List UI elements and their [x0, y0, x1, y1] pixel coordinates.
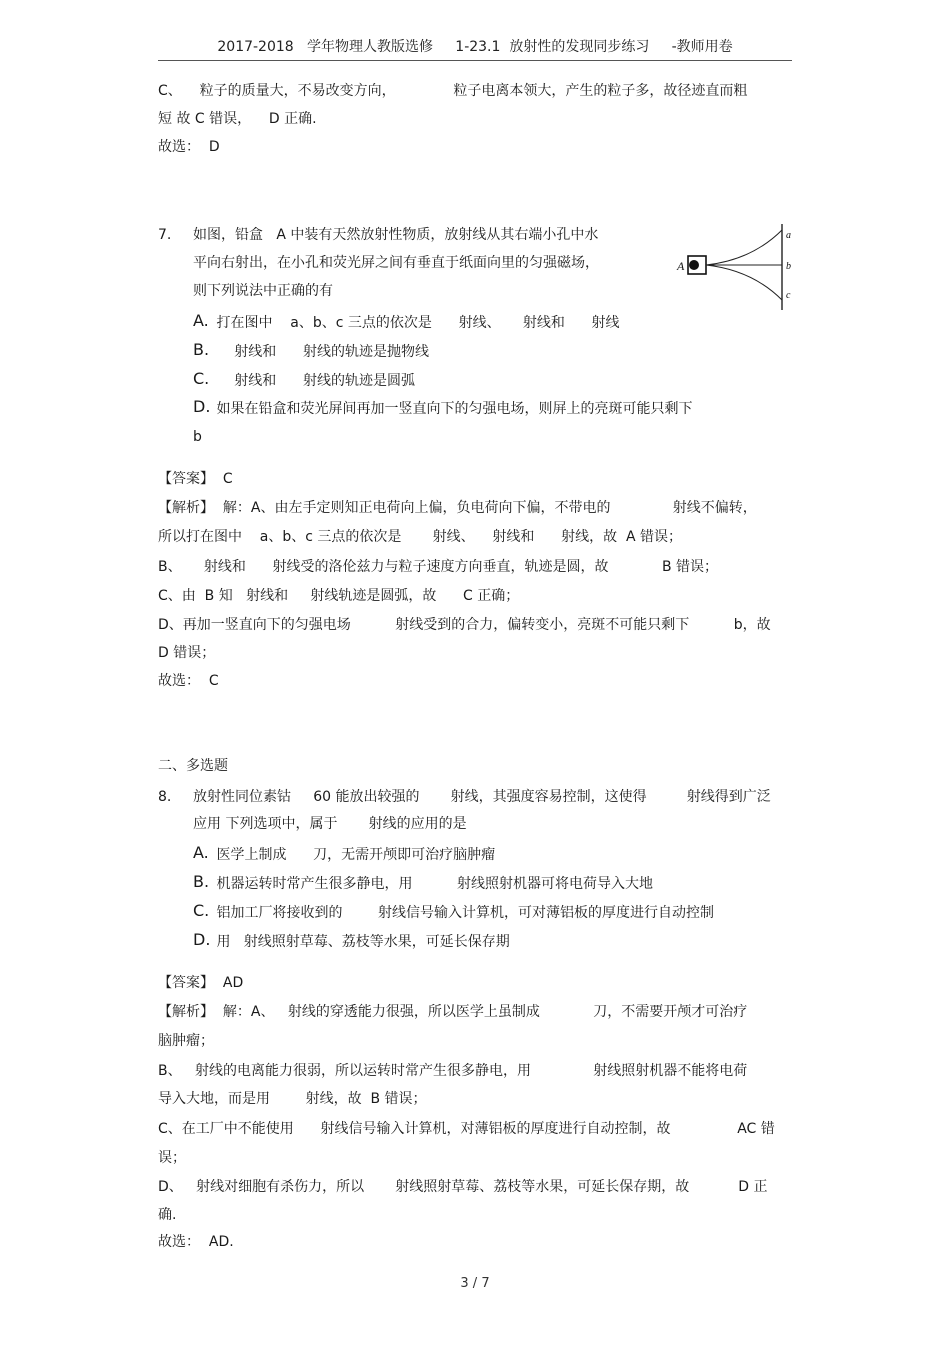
q7-option-c-letter: C.: [193, 369, 210, 388]
q8-option-a: 医学上制成 刀，无需开颅即可治疗脑肿瘤: [212, 847, 496, 863]
q8-answer: 【答案】 AD: [158, 975, 244, 991]
q7-answer: 【答案】 C: [158, 471, 233, 487]
q8-option-b-letter: B.: [193, 872, 210, 891]
q8-analysis-line: 脑肿瘤；: [158, 1033, 214, 1049]
choose-line: 故选： D: [158, 139, 220, 155]
q7-option-a: 打在图中 a、b、c 三点的依次是 射线、 射线和 射线: [212, 315, 620, 331]
ray-c: [706, 265, 782, 300]
header-rule: [158, 60, 792, 61]
q7-analysis-line: C、由 B 知 射线和 射线轨迹是圆弧，故 C 正确；: [158, 588, 520, 604]
q8-option-c: 铝加工厂将接收到的 射线信号输入计算机，可对薄铝板的厚度进行自动控制: [212, 905, 715, 921]
q7-stem: 则下列说法中正确的有: [193, 283, 333, 299]
ray-a: [706, 230, 782, 265]
q8-analysis-line: 误；: [158, 1150, 186, 1166]
analysis-line: C、 粒子的质量大，不易改变方向， 粒子电离本领大，产生的粒子多，故径迹直而粗: [158, 83, 748, 99]
q8-option-a-letter: A.: [193, 843, 209, 862]
section-title: 二、多选题: [158, 758, 228, 774]
q8-analysis-line: 【解析】 解：A、 射线的穿透能力很强，所以医学上虽制成 刀，不需要开颅才可治疗: [158, 1004, 748, 1020]
q8-analysis-line: D、 射线对细胞有杀伤力，所以 射线照射草莓、荔枝等水果，可延长保存期，故 D 正: [158, 1179, 768, 1195]
q8-analysis-line: B、 射线的电离能力很弱，所以运转时常产生很多静电，用 射线照射机器不能将电荷: [158, 1063, 748, 1079]
q7-option-b: 射线和 射线的轨迹是抛物线: [212, 344, 429, 360]
analysis-line: 短 故 C 错误， D 正确.: [158, 111, 317, 127]
q8-number: 8.: [158, 789, 172, 805]
q8-analysis-line: C、在工厂中不能使用 射线信号输入计算机，对薄铝板的厚度进行自动控制，故 AC 错: [158, 1121, 775, 1137]
q7-figure: [672, 220, 802, 316]
q7-option-a-letter: A.: [193, 311, 209, 330]
label-a: a: [786, 230, 791, 241]
q7-option-c: 射线和 射线的轨迹是圆弧: [212, 373, 415, 389]
q7-analysis-line: B、 射线和 射线受的洛伦兹力与粒子速度方向垂直，轨迹是圆，故 B 错误；: [158, 559, 719, 575]
q7-option-d-cont: b: [193, 429, 202, 445]
q7-analysis-line: D、再加一竖直向下的匀强电场 射线受到的合力，偏转变小，亮斑不可能只剩下 b，故: [158, 617, 771, 633]
q8-option-c-letter: C.: [193, 901, 210, 920]
q8-option-d: 用 射线照射草莓、荔枝等水果，可延长保存期: [212, 934, 510, 950]
q7-analysis-line: D 错误；: [158, 645, 216, 661]
page-number: 3 / 7: [460, 1276, 490, 1291]
q8-option-b: 机器运转时常产生很多静电，用 射线照射机器可将电荷导入大地: [212, 876, 653, 892]
q8-analysis-line: 确.: [158, 1207, 177, 1223]
q8-analysis-line: 导入大地，而是用 射线，故 B 错误；: [158, 1091, 427, 1107]
q7-choose: 故选： C: [158, 673, 219, 689]
q7-analysis-line: 【解析】 解：A、由左手定则知正电荷向上偏，负电荷向下偏，不带电的 射线不偏转，: [158, 500, 757, 516]
q7-option-b-letter: B.: [193, 340, 210, 359]
q8-stem: 应用 下列选项中，属于 射线的应用的是: [193, 816, 467, 832]
label-b: b: [786, 261, 791, 272]
q8-stem: 放射性同位素钴 60 能放出较强的 射线，其强度容易控制，这使得 射线得到广泛: [193, 789, 771, 805]
source-dot: [689, 260, 699, 270]
q7-stem: 平向右射出，在小孔和荧光屏之间有垂直于纸面向里的匀强磁场，: [193, 255, 599, 271]
label-A: A: [677, 259, 685, 273]
q8-choose: 故选： AD.: [158, 1234, 234, 1250]
q7-number: 7.: [158, 227, 172, 243]
q7-stem: 如图，铅盒 A 中装有天然放射性物质，放射线从其右端小孔中水: [193, 227, 599, 243]
label-c: c: [786, 290, 791, 301]
page-header-title: 2017-2018 学年物理人教版选修 1-23.1 放射性的发现同步练习 -教师用卷: [217, 39, 733, 55]
q7-option-d-letter: D.: [193, 397, 211, 416]
q7-analysis-line: 所以打在图中 a、b、c 三点的依次是 射线、 射线和 射线，故 A 错误；: [158, 529, 682, 545]
q8-option-d-letter: D.: [193, 930, 211, 949]
q7-option-d: 如果在铅盒和荧光屏间再加一竖直向下的匀强电场，则屏上的亮斑可能只剩下: [212, 401, 693, 417]
